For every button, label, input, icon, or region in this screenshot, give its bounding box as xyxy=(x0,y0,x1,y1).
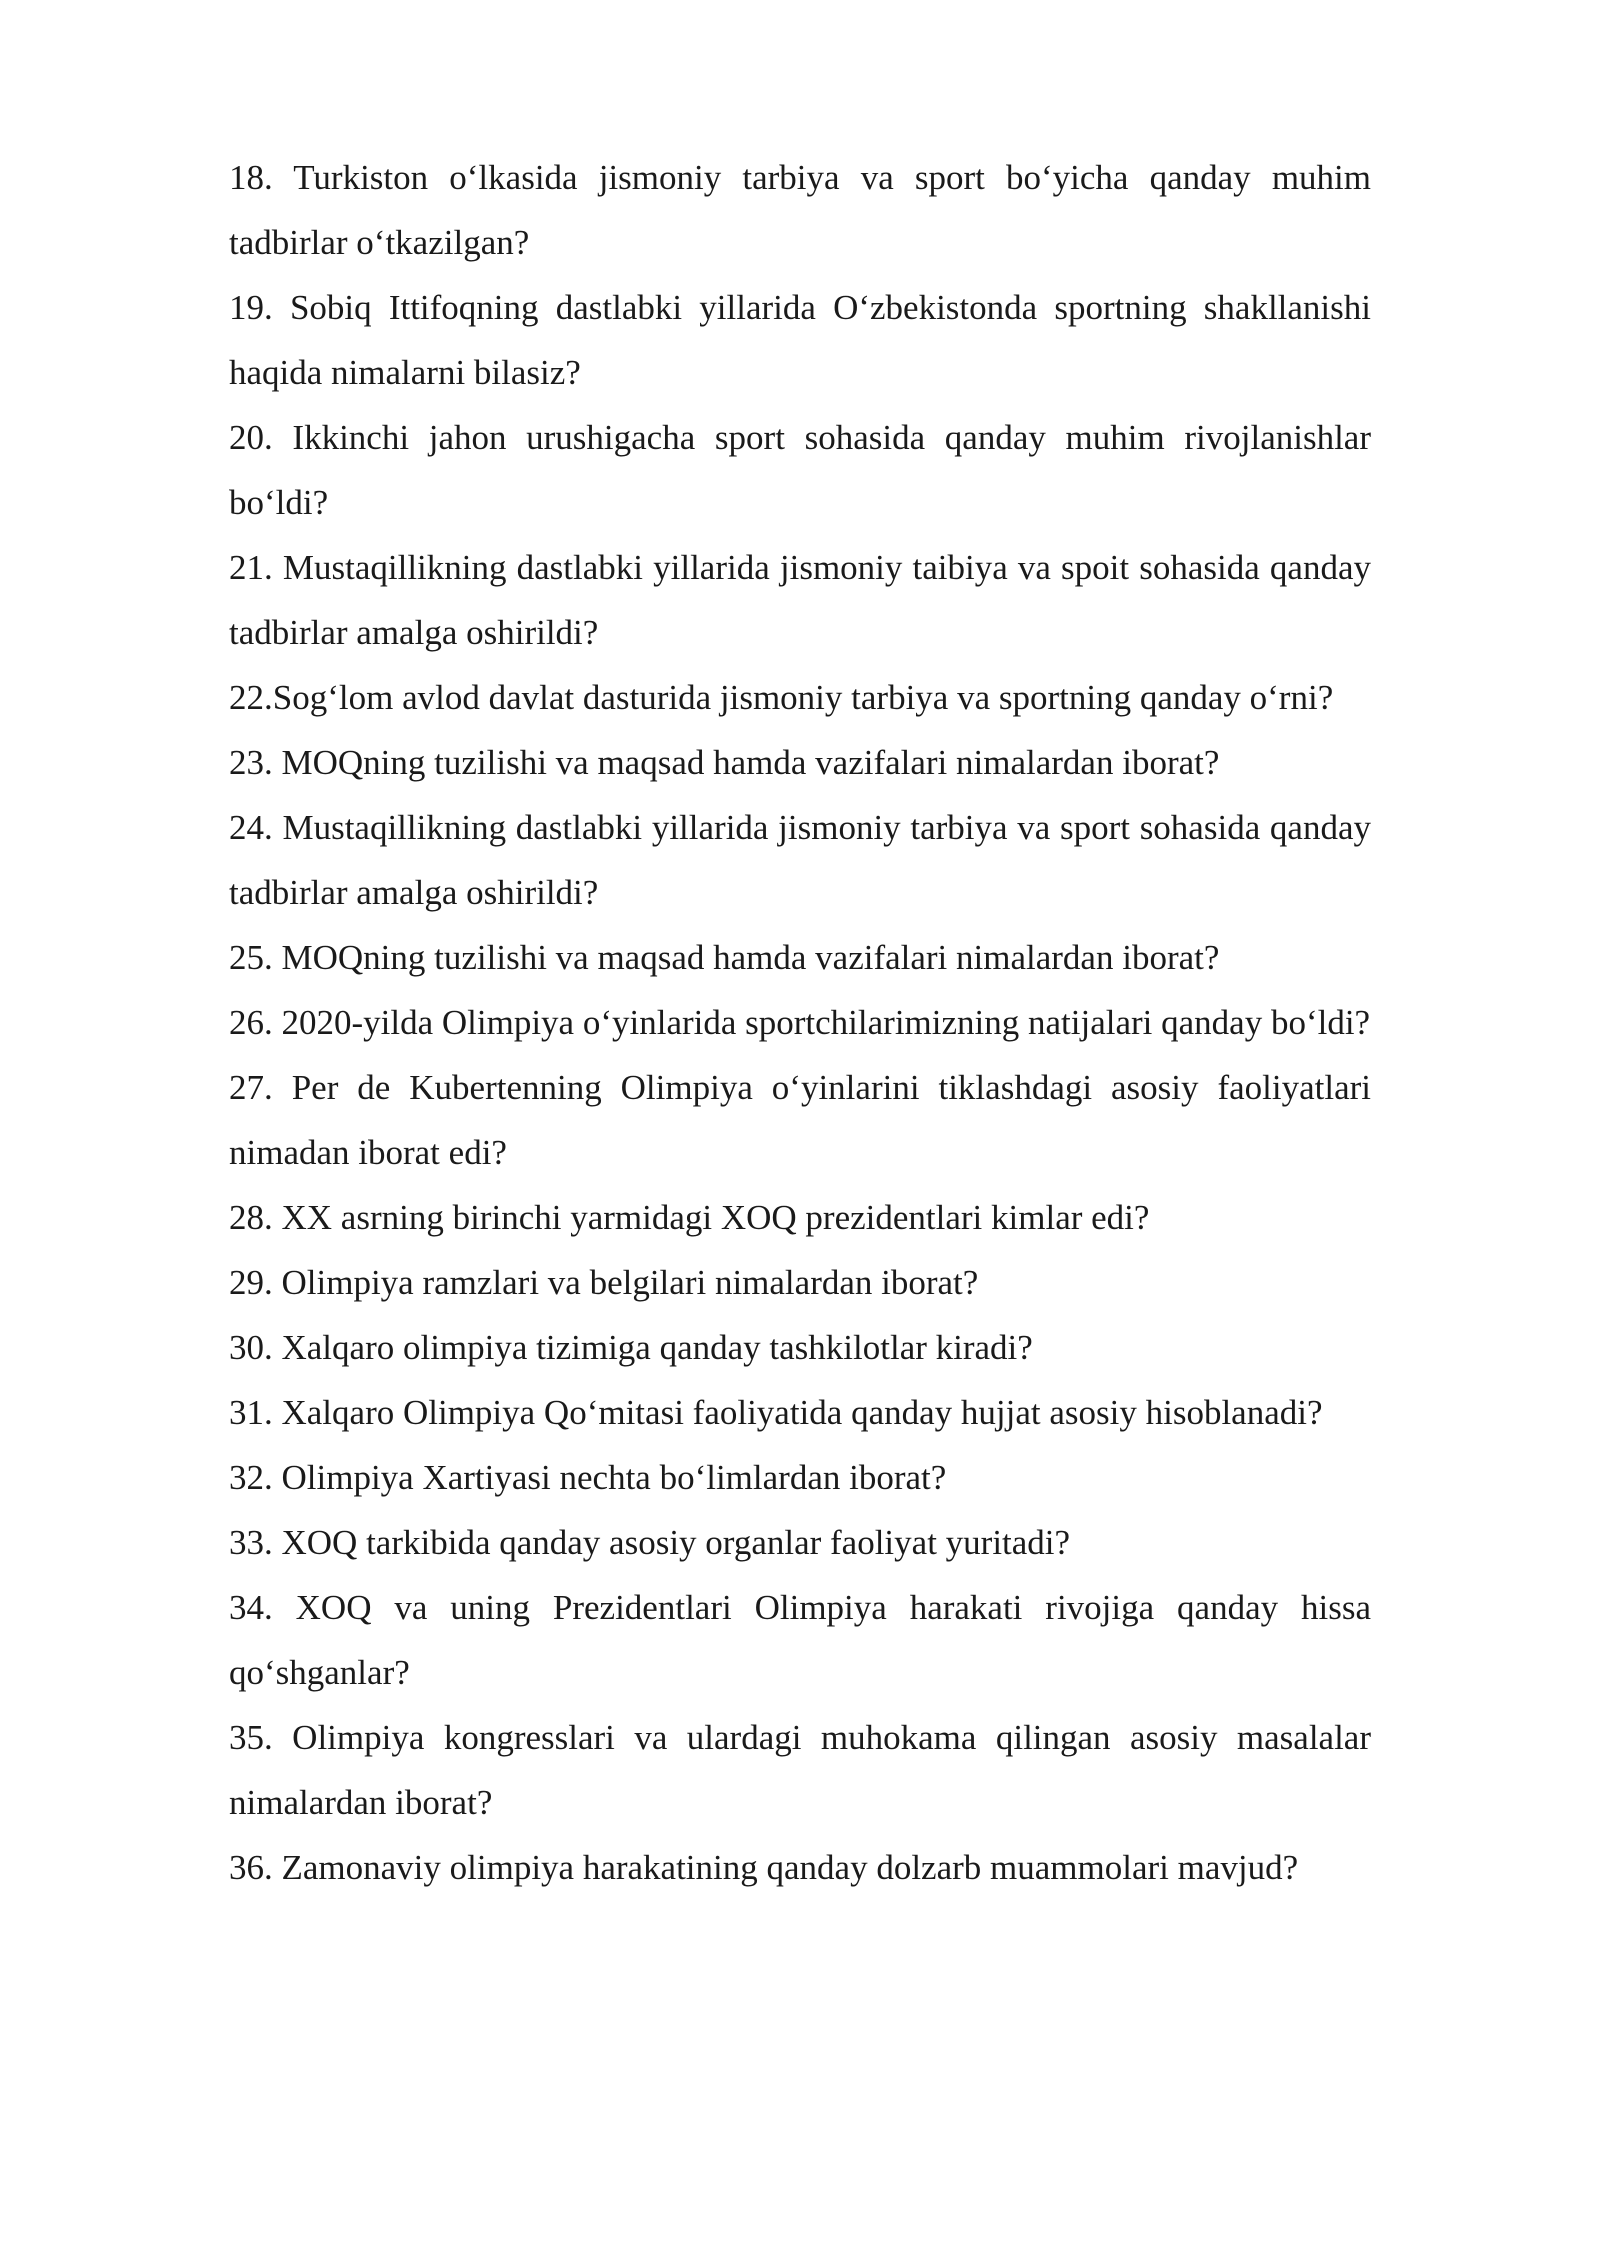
question-list xyxy=(229,145,1371,1900)
question-item: 22.Sog‘lom avlod davlat dasturida jismoniy tarbiya va sportning qanday o‘rni? xyxy=(229,678,1334,717)
question-item: 36. Zamonaviy olimpiya harakatining qanday dolzarb muammolari mavjud? xyxy=(229,1848,1299,1887)
question-item: 20. Ikkinchi jahon urushigacha sport sohasida qanday muhim rivojlanishlar bo‘ldi? xyxy=(229,418,1371,522)
question-item: 34. XOQ va uning Prezidentlari Olimpiya harakati rivojiga qanday hissa qo‘shganlar? xyxy=(229,1588,1371,1692)
question-item: 19. Sobiq Ittifoqning dastlabki yillarida O‘zbekistonda sportning shakllanishi haqida nimalarni bilasiz? xyxy=(229,288,1371,392)
question-item: 18. Turkiston o‘lkasida jismoniy tarbiya va sport bo‘yicha qanday muhim tadbirlar o‘tkazilgan? xyxy=(229,158,1371,262)
question-item: 31. Xalqaro Olimpiya Qo‘mitasi faoliyatida qanday hujjat asosiy hisoblanadi? xyxy=(229,1393,1323,1432)
question-item: 28. XX asrning birinchi yarmidagi XOQ prezidentlari kimlar edi? xyxy=(229,1198,1150,1237)
question-item: 25. MOQning tuzilishi va maqsad hamda vazifalari nimalardan iborat? xyxy=(229,938,1220,977)
question-item: 29. Olimpiya ramzlari va belgilari nimalardan iborat? xyxy=(229,1263,979,1302)
question-item: 27. Per de Kubertenning Olimpiya o‘yinlarini tiklashdagi asosiy faoliyatlari nimadan iborat edi? xyxy=(229,1068,1371,1172)
question-item: 24. Mustaqillikning dastlabki yillarida jismoniy tarbiya va sport sohasida qanday tadbirlar amalga oshirildi? xyxy=(229,808,1371,912)
question-item: 32. Olimpiya Xartiyasi nechta bo‘limlardan iborat? xyxy=(229,1458,947,1497)
question-item: 23. MOQning tuzilishi va maqsad hamda vazifalari nimalardan iborat? xyxy=(229,743,1220,782)
question-item: 33. XOQ tarkibida qanday asosiy organlar faoliyat yuritadi? xyxy=(229,1523,1071,1562)
question-item: 35. Olimpiya kongresslari va ulardagi muhokama qilingan asosiy masalalar nimalardan iborat? xyxy=(229,1718,1371,1822)
question-item: 21. Mustaqillikning dastlabki yillarida jismoniy taibiya va spoit sohasida qanday tadbirlar amalga oshirildi? xyxy=(229,548,1371,652)
question-item: 30. Xalqaro olimpiya tizimiga qanday tashkilotlar kiradi? xyxy=(229,1328,1033,1367)
question-item: 26. 2020-yilda Olimpiya o‘yinlarida sportchilarimizning natijalari qanday bo‘ldi? xyxy=(229,1003,1371,1042)
